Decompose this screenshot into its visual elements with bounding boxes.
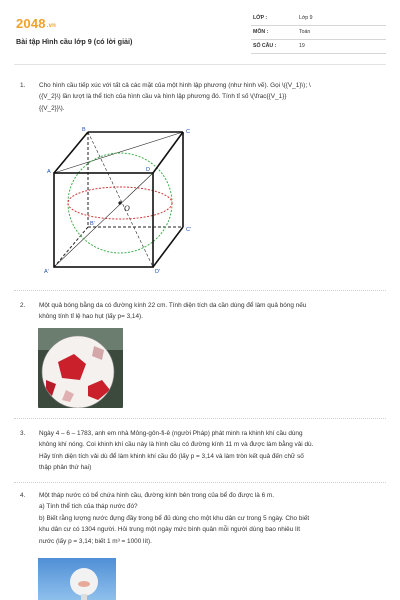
cube-edge xyxy=(54,132,88,173)
soccer-ball-photo xyxy=(38,328,123,408)
diagonal-line xyxy=(54,132,183,173)
meta-row-question-count xyxy=(251,40,386,54)
question-line: Một tháp nước có bể chứa hình cầu, đường kính bên trong của bể đo được là 6 m. xyxy=(39,492,275,499)
diagonal-line xyxy=(88,132,153,267)
question-1 xyxy=(20,80,382,114)
cube-edge xyxy=(153,227,183,267)
vertex-label: D' xyxy=(155,269,161,275)
vertex-label: B xyxy=(82,127,86,133)
question-line: không khí nóng. Coi khinh khí cầu này là hình cầu có đường kính 11 m và được làm bằng vải dù. xyxy=(39,441,314,449)
question-line: ({V_2}\) lần lượt là thể tích của hình cầu và hình lập phương đó. Tính tỉ số \(\frac{{V_1}} xyxy=(39,93,287,101)
site-logo[interactable] xyxy=(16,16,56,31)
question-line: Cho hình cầu tiếp xúc với tất cả các mặt của một hình lập phương (như hình vẽ). Gọi \({V_1}\); \ xyxy=(39,82,311,89)
sub-question-b-line: khu dân cư có 1304 người. Hỏi trung một ngày mức bình quân mỗi người dùng bao nhiêu lít xyxy=(39,526,301,534)
question-divider xyxy=(14,290,386,291)
question-number: 2. xyxy=(20,302,26,309)
vertex-label: C xyxy=(186,129,190,135)
question-line: thập phân thứ hai) xyxy=(39,464,92,472)
question-line: {{V_2}}\). xyxy=(39,104,65,112)
logo-text: 2048 xyxy=(16,16,46,31)
diagonal-line xyxy=(54,173,153,267)
meta-value: Lớp 9 xyxy=(299,15,313,21)
page-title: Bài tập Hình cầu lớp 9 (có lời giải) xyxy=(16,37,133,46)
meta-row-subject xyxy=(251,26,386,40)
meta-key: SỐ CÂU : xyxy=(253,43,277,49)
header-divider xyxy=(14,64,386,65)
question-line: không tính tỉ lệ hao hụt (lấy p= 3,14). xyxy=(39,313,143,321)
question-divider xyxy=(14,482,386,483)
vertex-label: D xyxy=(146,167,150,173)
sub-question-b-line: b) Biết rằng lượng nước đựng đầy trong bể đủ dùng cho một khu dân cư trong 5 ngày. Cho biết xyxy=(39,514,310,522)
question-line: Ngày 4 – 6 – 1783, anh em nhà Mông-gôn-fi-ê (người Pháp) phát minh ra khinh khí cầu dùng xyxy=(39,430,303,437)
question-3 xyxy=(20,428,382,474)
question-2 xyxy=(20,300,382,323)
sub-question-a: a) Tính thể tích của tháp nước đó? xyxy=(39,503,138,511)
question-line: Một quả bóng bằng da có đường kính 22 cm. Tính diện tích da cần dùng để làm quả bóng nếu xyxy=(39,302,307,309)
question-number: 1. xyxy=(20,82,26,89)
question-number: 3. xyxy=(20,430,26,437)
meta-table xyxy=(251,12,386,54)
vertex-label: C' xyxy=(186,227,192,233)
center-label: O xyxy=(124,204,130,213)
question-number: 4. xyxy=(20,492,26,499)
meta-value: 19 xyxy=(299,43,305,49)
question-4 xyxy=(20,490,382,547)
hidden-edge xyxy=(54,227,88,267)
vertex-label: A' xyxy=(44,269,49,275)
question-divider xyxy=(14,418,386,419)
sub-question-b-line: nước (lấy p = 3,14; biết 1 m³ = 1000 lít). xyxy=(39,537,152,545)
water-tower-photo xyxy=(38,558,116,600)
logo-suffix: .vn xyxy=(46,23,57,29)
meta-key: LỚP : xyxy=(253,15,268,21)
header xyxy=(14,10,386,56)
meta-row-class xyxy=(251,12,386,26)
question-line: Hãy tính diện tích vải dù để làm khinh khí cầu đó (lấy p = 3,14 và làm tròn kết quả đến chữ số xyxy=(39,452,304,460)
cube-edge xyxy=(153,132,183,173)
center-point xyxy=(118,201,121,204)
cube-sphere-figure xyxy=(40,125,200,275)
vertex-label: B' xyxy=(90,221,95,227)
meta-value: Toán xyxy=(299,29,311,35)
meta-key: MÔN : xyxy=(253,29,269,35)
vertex-label: A xyxy=(47,169,51,175)
